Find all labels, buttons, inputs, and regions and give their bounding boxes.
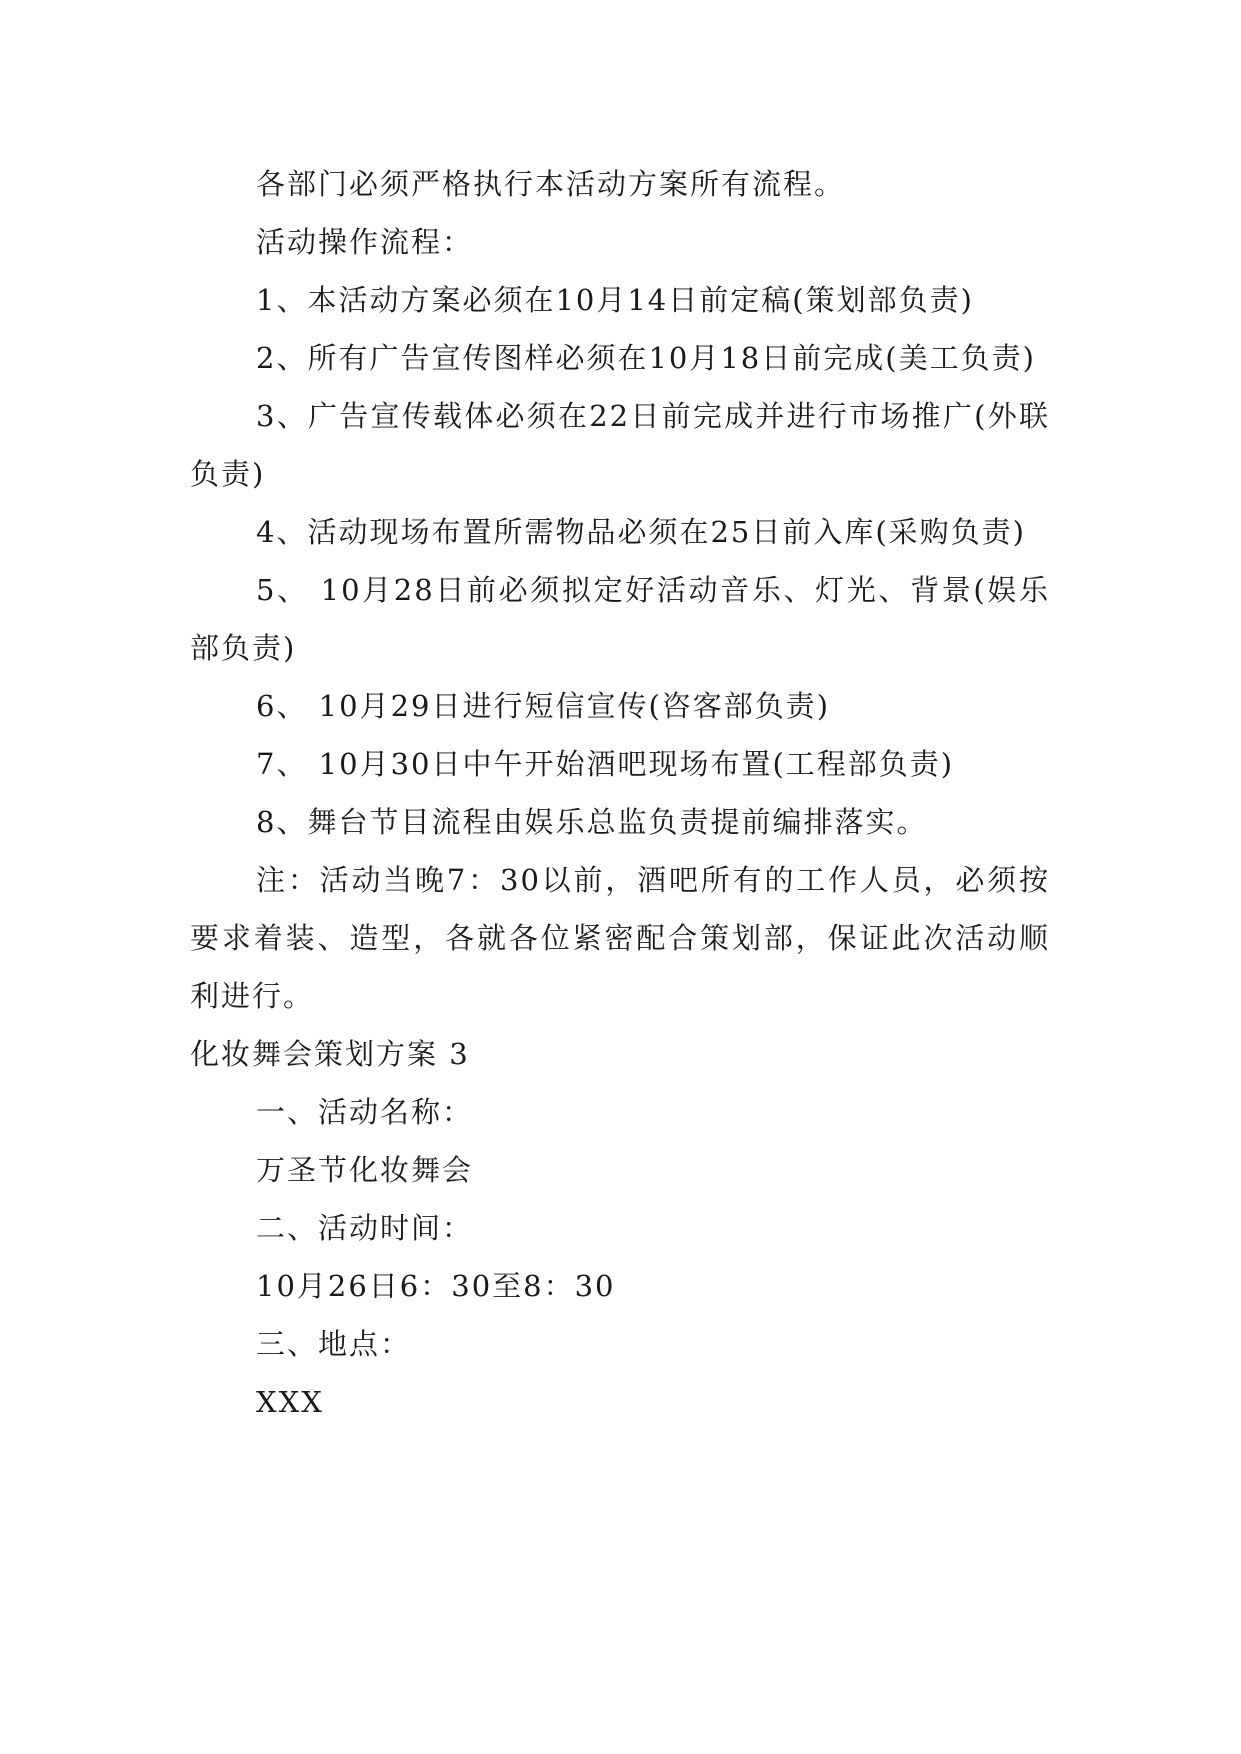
document-body — [190, 155, 1050, 1431]
paragraph: 8、舞台节目流程由娱乐总监负责提前编排落实。 — [256, 805, 928, 839]
paragraph: 注：活动当晚7：30以前，酒吧所有的工作人员，必须按要求着装、造型，各就各位紧密配合策划部，保证此次活动顺利进行。 — [190, 863, 1050, 1013]
paragraph: XXX — [256, 1385, 324, 1419]
paragraph: 1、本活动方案必须在10月14日前定稿(策划部负责) — [256, 283, 974, 317]
paragraph: 万圣节化妆舞会 — [256, 1153, 474, 1187]
paragraph: 3、广告宣传载体必须在22日前完成并进行市场推广(外联负责) — [190, 399, 1050, 491]
section-title: 化妆舞会策划方案 3 — [190, 1037, 470, 1071]
paragraph: 10月26日6：30至8：30 — [256, 1269, 616, 1303]
paragraph: 5、 10月28日前必须拟定好活动音乐、灯光、背景(娱乐部负责) — [190, 573, 1050, 665]
paragraph: 各部门必须严格执行本活动方案所有流程。 — [256, 167, 846, 201]
paragraph: 7、 10月30日中午开始酒吧现场布置(工程部负责) — [256, 747, 955, 781]
paragraph: 活动操作流程： — [256, 225, 474, 259]
paragraph: 二、活动时间： — [256, 1211, 474, 1245]
paragraph: 三、地点： — [256, 1327, 412, 1361]
paragraph: 一、活动名称： — [256, 1095, 474, 1129]
paragraph: 6、 10月29日进行短信宣传(咨客部负责) — [256, 689, 831, 723]
paragraph: 4、活动现场布置所需物品必须在25日前入库(采购负责) — [256, 515, 1026, 549]
paragraph: 2、所有广告宣传图样必须在10月18日前完成(美工负责) — [256, 341, 1036, 375]
